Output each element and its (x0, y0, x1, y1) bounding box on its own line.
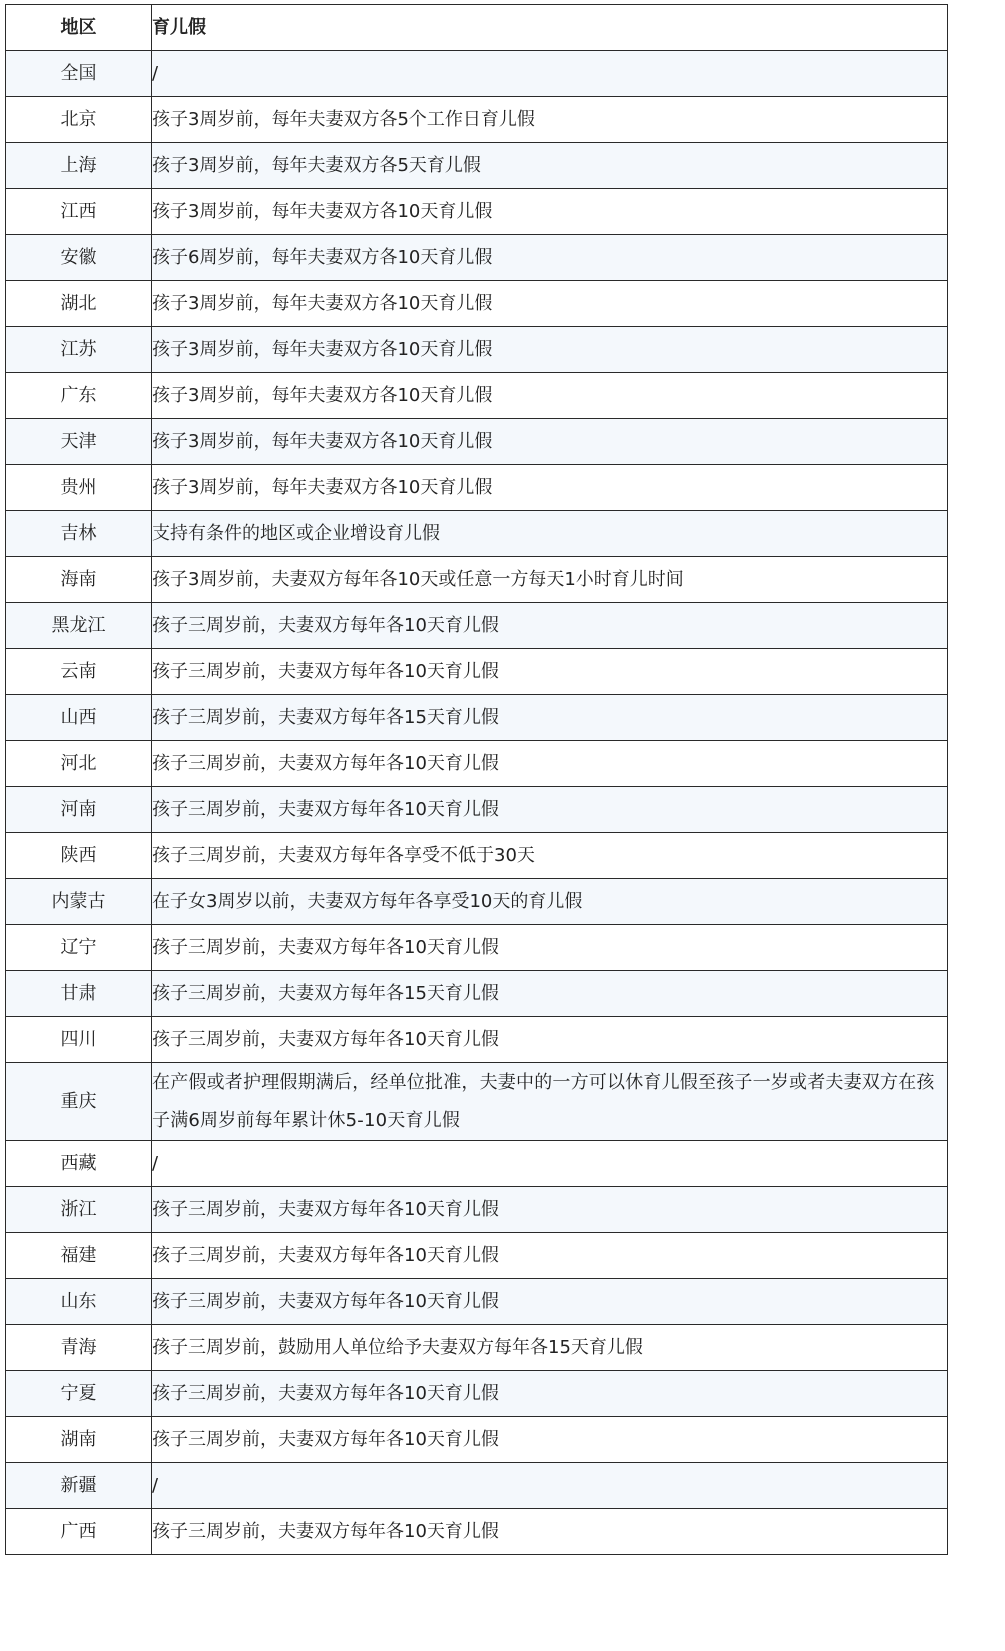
region-cell: 四川 (6, 1017, 152, 1063)
policy-cell: 孩子三周岁前，夫妻双方每年各10天育儿假 (152, 1187, 948, 1233)
region-cell: 全国 (6, 51, 152, 97)
table-row (6, 1063, 948, 1141)
policy-cell: 孩子三周岁前，夫妻双方每年各10天育儿假 (152, 1017, 948, 1063)
table-row (6, 1187, 948, 1233)
policy-cell: 孩子3周岁前，每年夫妻双方各10天育儿假 (152, 465, 948, 511)
policy-cell: 孩子三周岁前，鼓励用人单位给予夫妻双方每年各15天育儿假 (152, 1325, 948, 1371)
table-row (6, 373, 948, 419)
region-cell: 云南 (6, 649, 152, 695)
region-cell: 黑龙江 (6, 603, 152, 649)
table-row (6, 1463, 948, 1509)
policy-cell: 孩子三周岁前，夫妻双方每年各10天育儿假 (152, 1233, 948, 1279)
table-row (6, 465, 948, 511)
policy-cell: / (152, 1463, 948, 1509)
policy-cell: 在子女3周岁以前，夫妻双方每年各享受10天的育儿假 (152, 879, 948, 925)
region-cell: 陕西 (6, 833, 152, 879)
policy-cell: 孩子3周岁前，每年夫妻双方各10天育儿假 (152, 373, 948, 419)
parental-leave-table (5, 4, 948, 1555)
region-cell: 内蒙古 (6, 879, 152, 925)
table-row (6, 1233, 948, 1279)
policy-cell: 孩子三周岁前，夫妻双方每年各10天育儿假 (152, 603, 948, 649)
table-row (6, 1417, 948, 1463)
region-cell: 西藏 (6, 1141, 152, 1187)
policy-cell: 孩子6周岁前，每年夫妻双方各10天育儿假 (152, 235, 948, 281)
policy-cell: 孩子3周岁前，每年夫妻双方各10天育儿假 (152, 189, 948, 235)
region-cell: 吉林 (6, 511, 152, 557)
table-row (6, 971, 948, 1017)
table-row (6, 603, 948, 649)
region-cell: 天津 (6, 419, 152, 465)
region-cell: 河北 (6, 741, 152, 787)
table-row (6, 419, 948, 465)
table-row (6, 51, 948, 97)
region-cell: 重庆 (6, 1063, 152, 1141)
region-cell: 福建 (6, 1233, 152, 1279)
region-cell: 甘肃 (6, 971, 152, 1017)
table-row (6, 1371, 948, 1417)
table-row (6, 879, 948, 925)
region-cell: 宁夏 (6, 1371, 152, 1417)
table-row (6, 1509, 948, 1555)
policy-cell: 孩子三周岁前，夫妻双方每年各享受不低于30天 (152, 833, 948, 879)
table-row (6, 557, 948, 603)
region-cell: 山东 (6, 1279, 152, 1325)
region-cell: 安徽 (6, 235, 152, 281)
table-row (6, 649, 948, 695)
region-cell: 青海 (6, 1325, 152, 1371)
region-cell: 贵州 (6, 465, 152, 511)
policy-cell: 孩子三周岁前，夫妻双方每年各15天育儿假 (152, 695, 948, 741)
region-cell: 湖北 (6, 281, 152, 327)
table-row (6, 787, 948, 833)
table-row (6, 1325, 948, 1371)
policy-cell: / (152, 51, 948, 97)
region-cell: 北京 (6, 97, 152, 143)
region-cell: 江西 (6, 189, 152, 235)
header-region: 地区 (6, 5, 152, 51)
table-row (6, 833, 948, 879)
table-row (6, 925, 948, 971)
table-row (6, 511, 948, 557)
policy-cell: 孩子三周岁前，夫妻双方每年各15天育儿假 (152, 971, 948, 1017)
region-cell: 山西 (6, 695, 152, 741)
policy-cell: 孩子三周岁前，夫妻双方每年各10天育儿假 (152, 925, 948, 971)
header-row (6, 5, 948, 51)
region-cell: 广东 (6, 373, 152, 419)
policy-cell: 孩子3周岁前，每年夫妻双方各5个工作日育儿假 (152, 97, 948, 143)
policy-cell: 孩子3周岁前，每年夫妻双方各10天育儿假 (152, 281, 948, 327)
policy-cell: 孩子三周岁前，夫妻双方每年各10天育儿假 (152, 741, 948, 787)
policy-cell: 孩子3周岁前，每年夫妻双方各5天育儿假 (152, 143, 948, 189)
policy-cell: 孩子三周岁前，夫妻双方每年各10天育儿假 (152, 1417, 948, 1463)
table-row (6, 741, 948, 787)
policy-cell: 孩子3周岁前，夫妻双方每年各10天或任意一方每天1小时育儿时间 (152, 557, 948, 603)
policy-cell: 孩子三周岁前，夫妻双方每年各10天育儿假 (152, 1279, 948, 1325)
policy-cell: 孩子3周岁前，每年夫妻双方各10天育儿假 (152, 327, 948, 373)
header-policy: 育儿假 (152, 5, 948, 51)
policy-cell: 孩子三周岁前，夫妻双方每年各10天育儿假 (152, 787, 948, 833)
table-row (6, 281, 948, 327)
policy-cell: 孩子三周岁前，夫妻双方每年各10天育儿假 (152, 649, 948, 695)
region-cell: 江苏 (6, 327, 152, 373)
table-row (6, 1017, 948, 1063)
policy-cell: 孩子3周岁前，每年夫妻双方各10天育儿假 (152, 419, 948, 465)
policy-cell: 孩子三周岁前，夫妻双方每年各10天育儿假 (152, 1509, 948, 1555)
policy-cell: / (152, 1141, 948, 1187)
region-cell: 辽宁 (6, 925, 152, 971)
table-row (6, 327, 948, 373)
policy-cell: 支持有条件的地区或企业增设育儿假 (152, 511, 948, 557)
table-row (6, 97, 948, 143)
policy-cell: 在产假或者护理假期满后，经单位批准，夫妻中的一方可以休育儿假至孩子一岁或者夫妻双方在孩子满6周岁前每年累计休5-10天育儿假 (152, 1063, 948, 1141)
region-cell: 上海 (6, 143, 152, 189)
policy-cell: 孩子三周岁前，夫妻双方每年各10天育儿假 (152, 1371, 948, 1417)
table-row (6, 189, 948, 235)
table-row (6, 143, 948, 189)
region-cell: 浙江 (6, 1187, 152, 1233)
table-row (6, 235, 948, 281)
region-cell: 湖南 (6, 1417, 152, 1463)
region-cell: 广西 (6, 1509, 152, 1555)
table-row (6, 695, 948, 741)
table-row (6, 1279, 948, 1325)
region-cell: 河南 (6, 787, 152, 833)
region-cell: 新疆 (6, 1463, 152, 1509)
region-cell: 海南 (6, 557, 152, 603)
table-row (6, 1141, 948, 1187)
